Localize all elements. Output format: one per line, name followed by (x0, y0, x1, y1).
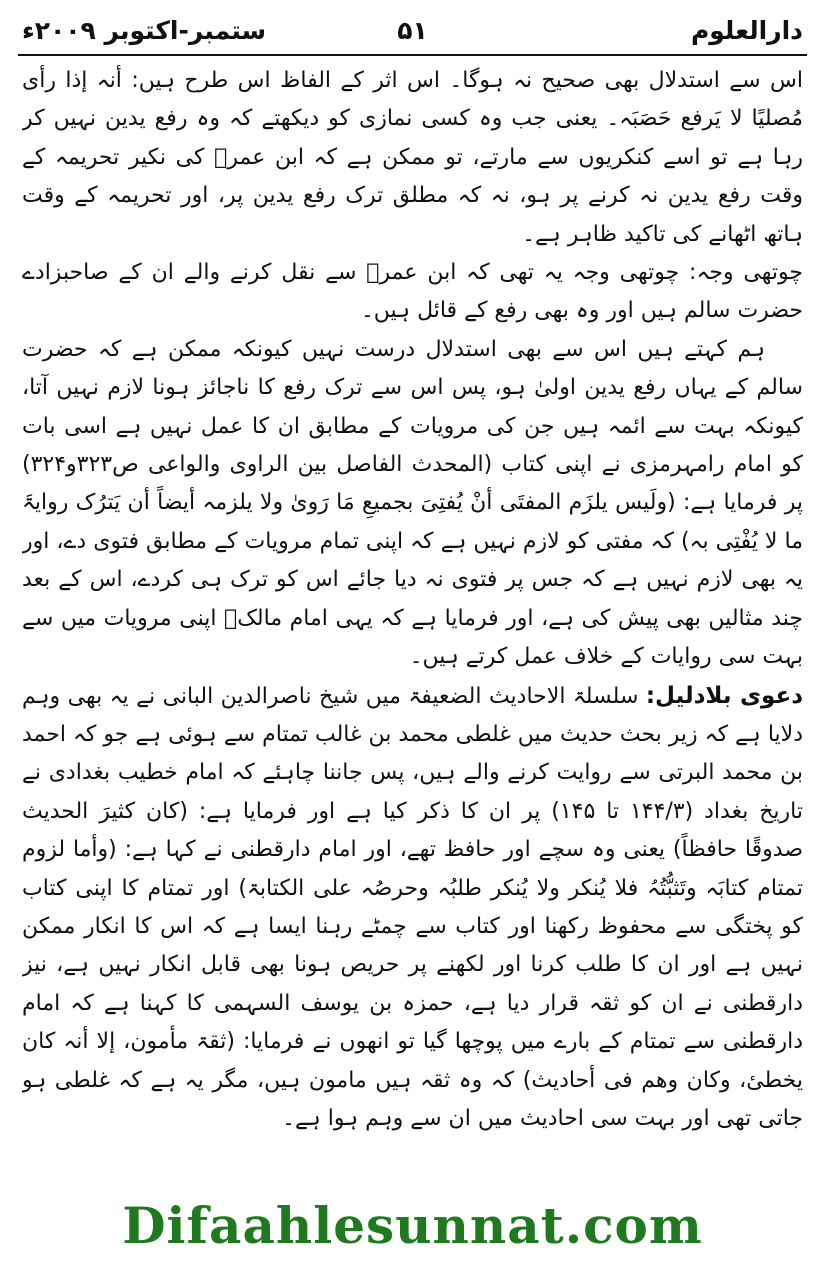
paragraph-4-text: سلسلۃ الاحادیث الضعیفۃ میں شیخ ناصرالدین البانی نے یہ بھی وہم دلایا ہے کہ زیر بحث حدیث میں غلطی محمد بن غالب تمتام سے ہوئی ہے جو کہ احمد بن محمد البرتی سے روایت کرنے والے ہیں، پس جاننا چاہئے کہ امام خطیب بغدادی نے تاریخ بغداد (۱۴۴/۳ تا ۱۴۵) پر ان کا ذکر کیا ہے اور فرمایا ہے: (کان کثیرَ الحدیث صدوقًا حافظاً) یعنی وہ سچے اور حافظ تھے، اور امام دارقطنی نے کہا ہے: (وأما لزوم تمتام کتابَہ وتَثبُّتُہُ فلا یُنکر ولا یُنکر طلبُہ وحرصُہ علی الکتابۃ) اور تمتام کا اپنی کتاب کو پختگی سے محفوظ رکھنا اور کتاب سے چمٹے رہنا ایسا ہے کہ اس کا انکار ممکن نہیں ہے اور ان کا طلب کرنا اور لکھنے پر حریص ہونا بھی قابل انکار نہیں ہے، نیز دارقطنی نے ان کو ثقہ قرار دیا ہے، حمزہ بن یوسف السہمی کا کہنا ہے کہ امام دارقطنی سے تمتام کے بارے میں پوچھا گیا تو انھوں نے فرمایا: (ثقۃ مأمون، إلا أنہ کان یخطیٔ، وکان وھم فی أحادیث) کہ وہ ثقہ ہیں مامون ہیں، مگر یہ ہے کہ غلطی ہو جاتی تھی اور بہت سی احادیث میں ان سے وہم ہوا ہے۔ (22, 683, 803, 1131)
page-header (18, 8, 807, 56)
site-watermark: Difaahlesunnat.com (122, 1196, 703, 1255)
paragraph-3: ہم کہتے ہیں اس سے بھی استدلال درست نہیں کیونکہ ممکن ہے کہ حضرت سالم کے یہاں رفع یدین اولیٰ ہو، پس اس سے ترک رفع کا ناجائز ہونا لازم نہیں آتا، کیونکہ بہت سے ائمہ ہیں جن کی مرویات کے مطابق ان کا عمل نہیں ہے اسی بات کو امام رامہرمزی نے اپنی کتاب (المحدث الفاصل بین الراوی والواعی ص۳۲۳و۳۲۴) پر فرمایا ہے: (ولَیس یلزَم المفتَی أنْ یُفتِیَ بجمیعِ مَا رَویٰ ولا یلزمہ أیضاً أن یَترُک روایۃَ ما لا یُفْتِی بہ) کہ مفتی کو لازم نہیں ہے کہ اپنی تمام مرویات کے مطابق فتوی دے، اور یہ بھی لازم نہیں ہے کہ جس پر فتوی نہ دیا جائے اس کو ترک ہی کردے، اس کے بعد چند مثالیں بھی پیش کی ہے، اور فرمایا ہے کہ یہی امام مالکؒ اپنی مرویات میں سے بہت سی روایات کے خلاف عمل کرتے ہیں۔ (22, 336, 803, 670)
paragraph-4 (22, 677, 803, 1139)
paragraph-2: چوتھی وجہ: چوتھی وجہ یہ تھی کہ ابن عمرؓ سے نقل کرنے والے ان کے صاحبزادے حضرت سالم ہیں اور وہ بھی رفع کے قائل ہیں۔ (22, 260, 803, 324)
article-body (22, 62, 803, 1192)
paragraph-1: اس سے استدلال بھی صحیح نہ ہوگا۔ اس اثر کے الفاظ اس طرح ہیں: أنہ إذا رأی مُصلیًا لا یَرفع حَصَبَہ۔ یعنی جب وہ کسی نمازی کو دیکھتے کہ وہ رفع یدین نہیں کر رہا ہے تو اسے کنکریوں سے مارتے، تو ممکن ہے کہ ابن عمرؓ کی نکیر تحریمہ کے وقت رفع یدین نہ کرنے پر ہو، نہ کہ مطلق ترک رفع یدین پر، اور تحریمہ کے وقت ہاتھ اٹھانے کی تاکید ظاہر ہے۔ (22, 68, 803, 247)
issue-date: ستمبر-اکتوبر ۲۰۰۹ء (22, 16, 267, 45)
page-number: ۵۱ (397, 16, 428, 45)
journal-title: دارالعلوم (690, 16, 803, 45)
section-heading: دعوی بلادلیل: (645, 682, 803, 709)
